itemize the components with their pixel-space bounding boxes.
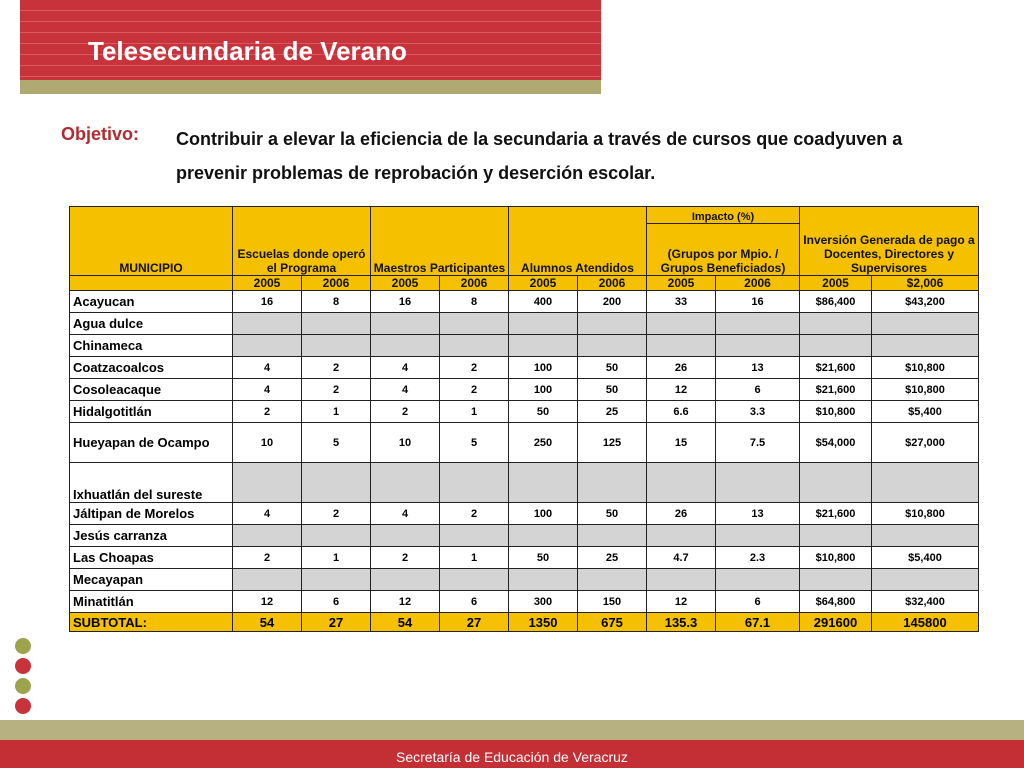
header-impacto-sub: (Grupos por Mpio. / Grupos Beneficiados) — [647, 234, 800, 276]
value-cell: 8 — [440, 291, 509, 313]
value-cell — [440, 335, 509, 357]
value-cell — [440, 463, 509, 503]
value-cell — [872, 569, 979, 591]
value-cell: 100 — [509, 503, 578, 525]
value-cell: 25 — [578, 401, 647, 423]
value-cell: 25 — [578, 547, 647, 569]
value-cell: 50 — [509, 401, 578, 423]
value-cell — [509, 335, 578, 357]
table-row — [70, 547, 979, 569]
year-header-cell: 2006 — [440, 276, 509, 291]
value-cell: $5,400 — [872, 401, 979, 423]
value-cell: 10 — [371, 423, 440, 463]
subtotal-cell: 54 — [371, 613, 440, 632]
value-cell: 50 — [578, 379, 647, 401]
year-header-cell: 2005 — [647, 276, 716, 291]
value-cell: $10,800 — [872, 503, 979, 525]
municipio-cell: Cosoleacaque — [70, 379, 233, 401]
value-cell — [371, 569, 440, 591]
value-cell: 2.3 — [716, 547, 800, 569]
value-cell: 3.3 — [716, 401, 800, 423]
municipio-cell: Coatzacoalcos — [70, 357, 233, 379]
value-cell — [647, 525, 716, 547]
value-cell — [233, 569, 302, 591]
subtotal-cell: 54 — [233, 613, 302, 632]
municipio-cell: Mecayapan — [70, 569, 233, 591]
year-header-cell: 2006 — [578, 276, 647, 291]
value-cell: 400 — [509, 291, 578, 313]
value-cell: 4 — [371, 379, 440, 401]
value-cell — [440, 569, 509, 591]
value-cell: $54,000 — [800, 423, 872, 463]
value-cell: 150 — [578, 591, 647, 613]
subtotal-label: SUBTOTAL: — [70, 613, 233, 632]
value-cell: 12 — [647, 379, 716, 401]
table-row — [70, 313, 979, 335]
subtotal-cell: 67.1 — [716, 613, 800, 632]
value-cell — [872, 525, 979, 547]
municipio-cell: Jáltipan de Morelos — [70, 503, 233, 525]
footer-text: Secretaría de Educación de Veracruz — [396, 749, 628, 765]
value-cell — [872, 463, 979, 503]
value-cell: 2 — [371, 401, 440, 423]
value-cell — [509, 463, 578, 503]
year-header-cell: 2006 — [302, 276, 371, 291]
value-cell: 6.6 — [647, 401, 716, 423]
value-cell: 4 — [233, 379, 302, 401]
value-cell — [509, 525, 578, 547]
value-cell: $5,400 — [872, 547, 979, 569]
value-cell — [371, 525, 440, 547]
value-cell — [440, 525, 509, 547]
value-cell — [647, 335, 716, 357]
title-banner — [20, 0, 601, 80]
value-cell: $10,800 — [800, 547, 872, 569]
value-cell — [233, 313, 302, 335]
table-row — [70, 335, 979, 357]
value-cell — [440, 313, 509, 335]
value-cell: $27,000 — [872, 423, 979, 463]
value-cell — [302, 525, 371, 547]
value-cell: 1 — [440, 401, 509, 423]
table-row — [70, 463, 979, 503]
value-cell — [578, 335, 647, 357]
value-cell: $64,800 — [800, 591, 872, 613]
value-cell — [716, 569, 800, 591]
value-cell: 10 — [233, 423, 302, 463]
subtotal-cell: 27 — [440, 613, 509, 632]
municipio-cell: Agua dulce — [70, 313, 233, 335]
header-municipio: MUNICIPIO — [70, 207, 233, 276]
value-cell — [800, 335, 872, 357]
value-cell — [716, 525, 800, 547]
value-cell: 1 — [302, 401, 371, 423]
year-header-cell: $2,006 — [872, 276, 979, 291]
value-cell: 16 — [233, 291, 302, 313]
value-cell — [716, 335, 800, 357]
table-row — [70, 401, 979, 423]
table-row — [70, 357, 979, 379]
value-cell: 13 — [716, 357, 800, 379]
value-cell: 1 — [302, 547, 371, 569]
value-cell: 5 — [302, 423, 371, 463]
table-row — [70, 569, 979, 591]
value-cell: 26 — [647, 503, 716, 525]
table-row — [70, 423, 979, 463]
value-cell: 8 — [302, 291, 371, 313]
value-cell: 100 — [509, 357, 578, 379]
municipio-cell: Ixhuatlán del sureste — [70, 463, 233, 503]
value-cell — [233, 335, 302, 357]
value-cell — [233, 463, 302, 503]
header-impacto-spacer — [647, 224, 800, 234]
value-cell — [800, 313, 872, 335]
header-alumnos: Alumnos Atendidos — [509, 207, 647, 276]
footer-olive-bar — [0, 720, 1024, 740]
value-cell — [578, 525, 647, 547]
value-cell: 2 — [233, 401, 302, 423]
value-cell: $10,800 — [872, 357, 979, 379]
value-cell: 2 — [302, 357, 371, 379]
value-cell: 125 — [578, 423, 647, 463]
table-row — [70, 591, 979, 613]
municipio-cell: Chinameca — [70, 335, 233, 357]
value-cell: $10,800 — [872, 379, 979, 401]
value-cell: 12 — [371, 591, 440, 613]
value-cell: 7.5 — [716, 423, 800, 463]
value-cell — [509, 569, 578, 591]
value-cell: 4 — [371, 503, 440, 525]
value-cell: $86,400 — [800, 291, 872, 313]
year-header-cell: 2005 — [509, 276, 578, 291]
title-underline-bar — [20, 80, 601, 94]
value-cell: 4 — [233, 357, 302, 379]
year-header-cell: 2005 — [800, 276, 872, 291]
value-cell: $32,400 — [872, 591, 979, 613]
value-cell — [302, 313, 371, 335]
value-cell — [800, 569, 872, 591]
municipio-cell: Hueyapan de Ocampo — [70, 423, 233, 463]
value-cell: $43,200 — [872, 291, 979, 313]
value-cell: 2 — [302, 503, 371, 525]
subtotal-cell: 675 — [578, 613, 647, 632]
subtotal-cell: 145800 — [872, 613, 979, 632]
value-cell: 12 — [647, 591, 716, 613]
value-cell — [509, 313, 578, 335]
value-cell: $21,600 — [800, 503, 872, 525]
municipio-cell: Las Choapas — [70, 547, 233, 569]
table-row — [70, 525, 979, 547]
olive-dot-icon — [15, 678, 31, 694]
red-dot-icon — [15, 658, 31, 674]
value-cell: 12 — [233, 591, 302, 613]
decorative-dots — [15, 638, 31, 718]
subtotal-cell: 27 — [302, 613, 371, 632]
value-cell — [716, 463, 800, 503]
value-cell: 50 — [578, 503, 647, 525]
value-cell — [302, 335, 371, 357]
value-cell: 6 — [716, 379, 800, 401]
value-cell: 4.7 — [647, 547, 716, 569]
value-cell: 2 — [440, 357, 509, 379]
value-cell: 250 — [509, 423, 578, 463]
value-cell — [578, 463, 647, 503]
value-cell: 2 — [440, 503, 509, 525]
value-cell — [371, 313, 440, 335]
value-cell: 2 — [371, 547, 440, 569]
value-cell — [716, 313, 800, 335]
value-cell: 2 — [440, 379, 509, 401]
objective-text: Contribuir a elevar la eficiencia de la secundaria a través de cursos que coadyuven a prevenir problemas de reprobación y deserción escolar. — [176, 129, 903, 183]
value-cell: 200 — [578, 291, 647, 313]
value-cell: $21,600 — [800, 379, 872, 401]
value-cell: 6 — [302, 591, 371, 613]
table-row — [70, 503, 979, 525]
table-row — [70, 291, 979, 313]
value-cell — [872, 313, 979, 335]
value-cell — [371, 335, 440, 357]
value-cell: 6 — [440, 591, 509, 613]
olive-dot-icon — [15, 638, 31, 654]
municipio-cell: Acayucan — [70, 291, 233, 313]
value-cell: 16 — [371, 291, 440, 313]
value-cell: 33 — [647, 291, 716, 313]
year-header-cell: 2005 — [233, 276, 302, 291]
municipio-cell: Jesús carranza — [70, 525, 233, 547]
subtotal-row — [70, 613, 979, 632]
value-cell: 6 — [716, 591, 800, 613]
value-cell — [578, 569, 647, 591]
value-cell: $10,800 — [800, 401, 872, 423]
value-cell — [647, 313, 716, 335]
subtotal-cell: 135.3 — [647, 613, 716, 632]
value-cell — [302, 463, 371, 503]
objective-label: Objetivo: — [61, 124, 140, 144]
header-impacto: Impacto (%) — [647, 207, 800, 224]
value-cell: 2 — [233, 547, 302, 569]
municipio-cell: Hidalgotitlán — [70, 401, 233, 423]
header-maestros: Maestros Participantes — [371, 207, 509, 276]
value-cell — [647, 463, 716, 503]
value-cell: 50 — [578, 357, 647, 379]
value-cell: 4 — [233, 503, 302, 525]
value-cell: 15 — [647, 423, 716, 463]
value-cell: 5 — [440, 423, 509, 463]
header-inversion: Inversión Generada de pago a Docentes, Directores y Supervisores — [800, 207, 979, 276]
value-cell — [872, 335, 979, 357]
value-cell: 50 — [509, 547, 578, 569]
value-cell — [800, 525, 872, 547]
header-escuelas: Escuelas donde operó el Programa — [233, 207, 371, 276]
value-cell: 26 — [647, 357, 716, 379]
value-cell — [578, 313, 647, 335]
page-title: Telesecundaria de Verano — [88, 36, 407, 66]
footer-bar — [0, 740, 1024, 768]
data-table — [69, 206, 979, 632]
value-cell — [800, 463, 872, 503]
value-cell: 1 — [440, 547, 509, 569]
value-cell: 300 — [509, 591, 578, 613]
value-cell — [647, 569, 716, 591]
value-cell: 16 — [716, 291, 800, 313]
subtotal-cell: 1350 — [509, 613, 578, 632]
value-cell: 100 — [509, 379, 578, 401]
value-cell — [302, 569, 371, 591]
value-cell: $21,600 — [800, 357, 872, 379]
municipio-cell: Minatitlán — [70, 591, 233, 613]
value-cell — [371, 463, 440, 503]
header-year-blank — [70, 276, 233, 291]
red-dot-icon — [15, 698, 31, 714]
value-cell: 13 — [716, 503, 800, 525]
value-cell: 2 — [302, 379, 371, 401]
year-header-cell: 2006 — [716, 276, 800, 291]
subtotal-cell: 291600 — [800, 613, 872, 632]
year-header-cell: 2005 — [371, 276, 440, 291]
value-cell: 4 — [371, 357, 440, 379]
value-cell — [233, 525, 302, 547]
table-row — [70, 379, 979, 401]
